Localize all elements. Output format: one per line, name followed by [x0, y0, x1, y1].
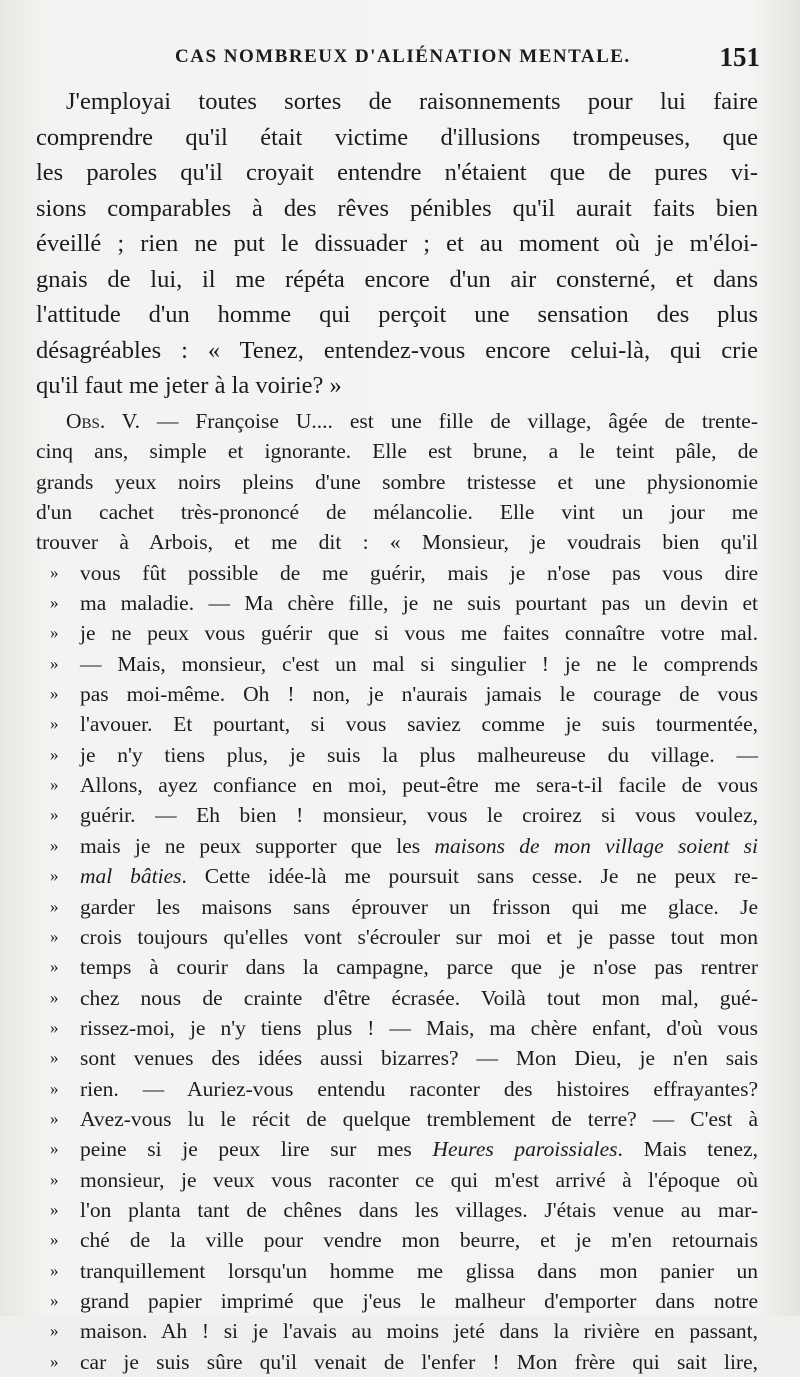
quote-mark: »	[50, 1321, 59, 1341]
text-line: comprendre qu'il était victime d'illusions trompeuses, que	[36, 123, 758, 151]
italic-text: maisons de mon village soient si	[434, 833, 758, 858]
quote-mark: »	[50, 1078, 59, 1098]
quoted-line	[36, 1104, 758, 1134]
quoted-line	[36, 952, 758, 982]
quote-mark: »	[50, 835, 59, 855]
quoted-line	[36, 770, 758, 800]
text-span: rien. — Auriez-vous entendu raconter des histoires effrayantes?	[80, 1076, 758, 1101]
quote-mark: »	[50, 1048, 59, 1068]
quoted-line	[36, 1013, 758, 1043]
text-span: je n'y tiens plus, je suis la plus malheureuse du village. —	[80, 742, 758, 767]
text-span: je ne peux vous guérir que si vous me faites connaître votre mal.	[80, 621, 758, 646]
text-line: grands yeux noirs pleins d'une sombre tristesse et une physionomie	[36, 469, 758, 494]
text-span: chez nous de crainte d'être écrasée. Voilà tout mon mal, gué-	[80, 985, 758, 1010]
text-span: Allons, ayez confiance en moi, peut-être me sera-t-il facile de vous	[80, 773, 758, 798]
italic-text: Heures paroissiales	[432, 1137, 618, 1162]
quoted-line	[36, 1043, 758, 1073]
quote-mark: »	[50, 926, 59, 946]
text-span: ma maladie. — Ma chère fille, je ne suis pourtant pas un devin et	[80, 591, 758, 616]
quote-mark: »	[50, 653, 59, 673]
quote-mark: »	[50, 957, 59, 977]
text-line: l'attitude d'un homme qui perçoit une sensation des plus	[36, 301, 758, 328]
quoted-line	[36, 649, 758, 679]
observation-label: Obs. V.	[66, 409, 140, 433]
quote-mark: »	[50, 866, 59, 886]
quote-mark: »	[50, 684, 59, 704]
text-span: — Mais, monsieur, c'est un mal si singulier ! je ne le comprends	[80, 651, 758, 676]
quote-mark: »	[50, 987, 59, 1007]
running-title: CAS NOMBREUX D'ALIÉNATION MENTALE.	[175, 46, 631, 67]
text-line: trouver à Arbois, et me dit : « Monsieur, je voudrais bien qu'il	[36, 530, 758, 555]
text-line	[36, 406, 758, 436]
quote-mark: »	[50, 562, 59, 582]
quote-mark: »	[50, 744, 59, 764]
quote-mark: »	[50, 1017, 59, 1037]
quote-mark: »	[50, 1169, 59, 1189]
text-span: car je suis sûre qu'il venait de l'enfer ! Mon frère qui sait lire,	[80, 1349, 758, 1374]
quoted-line	[36, 558, 758, 588]
quoted-line	[36, 800, 758, 830]
page-header	[60, 42, 760, 76]
page-number: 151	[719, 42, 760, 72]
text-span: grand papier imprimé que j'eus le malheur d'emporter dans notre	[80, 1288, 758, 1313]
quoted-line	[36, 892, 758, 922]
text-line: sions comparables à des rêves pénibles qu'il aurait faits bien	[36, 194, 758, 222]
quote-mark: »	[50, 1351, 59, 1371]
quote-mark: »	[50, 714, 59, 734]
quoted-line	[36, 1316, 758, 1346]
paragraph-2-observation	[36, 406, 758, 1377]
quoted-line	[36, 1134, 758, 1164]
quoted-line	[36, 740, 758, 770]
quoted-line	[36, 1074, 758, 1104]
text-line: qu'il faut me jeter à la voirie? »	[36, 372, 342, 399]
quote-mark: »	[50, 805, 59, 825]
text-line: d'un cachet très-prononcé de mélancolie. Elle vint un jour me	[36, 500, 758, 525]
quote-mark: »	[50, 1260, 59, 1280]
quoted-line	[36, 983, 758, 1013]
quote-mark: »	[50, 775, 59, 795]
quoted-line	[36, 1347, 758, 1377]
text-span: . Mais tenez,	[617, 1137, 758, 1162]
quote-mark: »	[50, 1139, 59, 1159]
quoted-line	[36, 922, 758, 952]
text-line: J'employai toutes sortes de raisonnements pour lui faire	[66, 88, 758, 115]
text-span: l'avouer. Et pourtant, si vous saviez comme je suis tourmentée,	[80, 712, 758, 737]
quote-mark: »	[50, 1290, 59, 1310]
text-span: garder les maisons sans éprouver un frisson qui me glace. Je	[80, 894, 758, 919]
quoted-line	[36, 1165, 758, 1195]
text-span: monsieur, je veux vous raconter ce qui m'est arrivé à l'époque où	[80, 1167, 758, 1192]
quoted-line	[36, 588, 758, 618]
quote-mark: »	[50, 1230, 59, 1250]
text-span: Avez-vous lu le récit de quelque tremblement de terre? — C'est à	[80, 1106, 758, 1131]
quoted-line	[36, 1256, 758, 1286]
text-span: temps à courir dans la campagne, parce que je n'ose pas rentrer	[80, 955, 758, 980]
text-span: sont venues des idées aussi bizarres? — Mon Dieu, je n'en sais	[80, 1046, 758, 1071]
text-span: guérir. — Eh bien ! monsieur, vous le croirez si vous voulez,	[80, 803, 758, 828]
text-span: l'on planta tant de chênes dans les villages. J'étais venue au mar-	[80, 1197, 758, 1222]
quoted-line	[36, 861, 758, 891]
text-line: les paroles qu'il croyait entendre n'étaient que de pures vi-	[36, 159, 758, 186]
quote-mark: »	[50, 593, 59, 613]
text-span: rissez-moi, je n'y tiens plus ! — Mais, ma chère enfant, d'où vous	[80, 1015, 758, 1040]
text-span: tranquillement lorsqu'un homme me glissa dans mon panier un	[80, 1258, 758, 1283]
text-span: maison. Ah ! si je l'avais au moins jeté dans la rivière en passant,	[80, 1319, 758, 1344]
text-line: désagréables : « Tenez, entendez-vous encore celui-là, qui crie	[36, 336, 758, 364]
quote-mark: »	[50, 1199, 59, 1219]
paragraph-1	[36, 84, 758, 404]
text-span: vous fût possible de me guérir, mais je n'ose pas vous dire	[80, 560, 758, 585]
quote-mark: »	[50, 1108, 59, 1128]
text-span: . Cette idée-là me poursuit sans cesse. Je ne peux re-	[181, 864, 758, 889]
text-span: mais je ne peux supporter que les	[80, 833, 435, 858]
text-line: cinq ans, simple et ignorante. Elle est brune, a le teint pâle, de	[36, 439, 758, 464]
quoted-line	[36, 618, 758, 648]
text-line: gnais de lui, il me répéta encore d'un air consterné, et dans	[36, 265, 758, 293]
text-line: éveillé ; rien ne put le dissuader ; et au moment où je m'éloi-	[36, 230, 758, 257]
text-span: ché de la ville pour vendre mon beurre, et je m'en retournais	[80, 1228, 758, 1253]
quote-mark: »	[50, 623, 59, 643]
text-span: crois toujours qu'elles vont s'écrouler sur moi et je passe tout mon	[80, 924, 758, 949]
text-span: — Françoise U.... est une fille de village, âgée de trente-	[139, 409, 759, 433]
quoted-line	[36, 831, 758, 861]
quoted-line	[36, 679, 758, 709]
quoted-line	[36, 1286, 758, 1316]
quoted-line	[36, 1225, 758, 1255]
quoted-line	[36, 1195, 758, 1225]
text-span: peine si je peux lire sur mes	[80, 1137, 433, 1162]
text-span: pas moi-même. Oh ! non, je n'aurais jamais le courage de vous	[80, 682, 758, 707]
quote-mark: »	[50, 896, 59, 916]
quoted-line	[36, 709, 758, 739]
italic-text: mal bâties	[80, 864, 182, 889]
